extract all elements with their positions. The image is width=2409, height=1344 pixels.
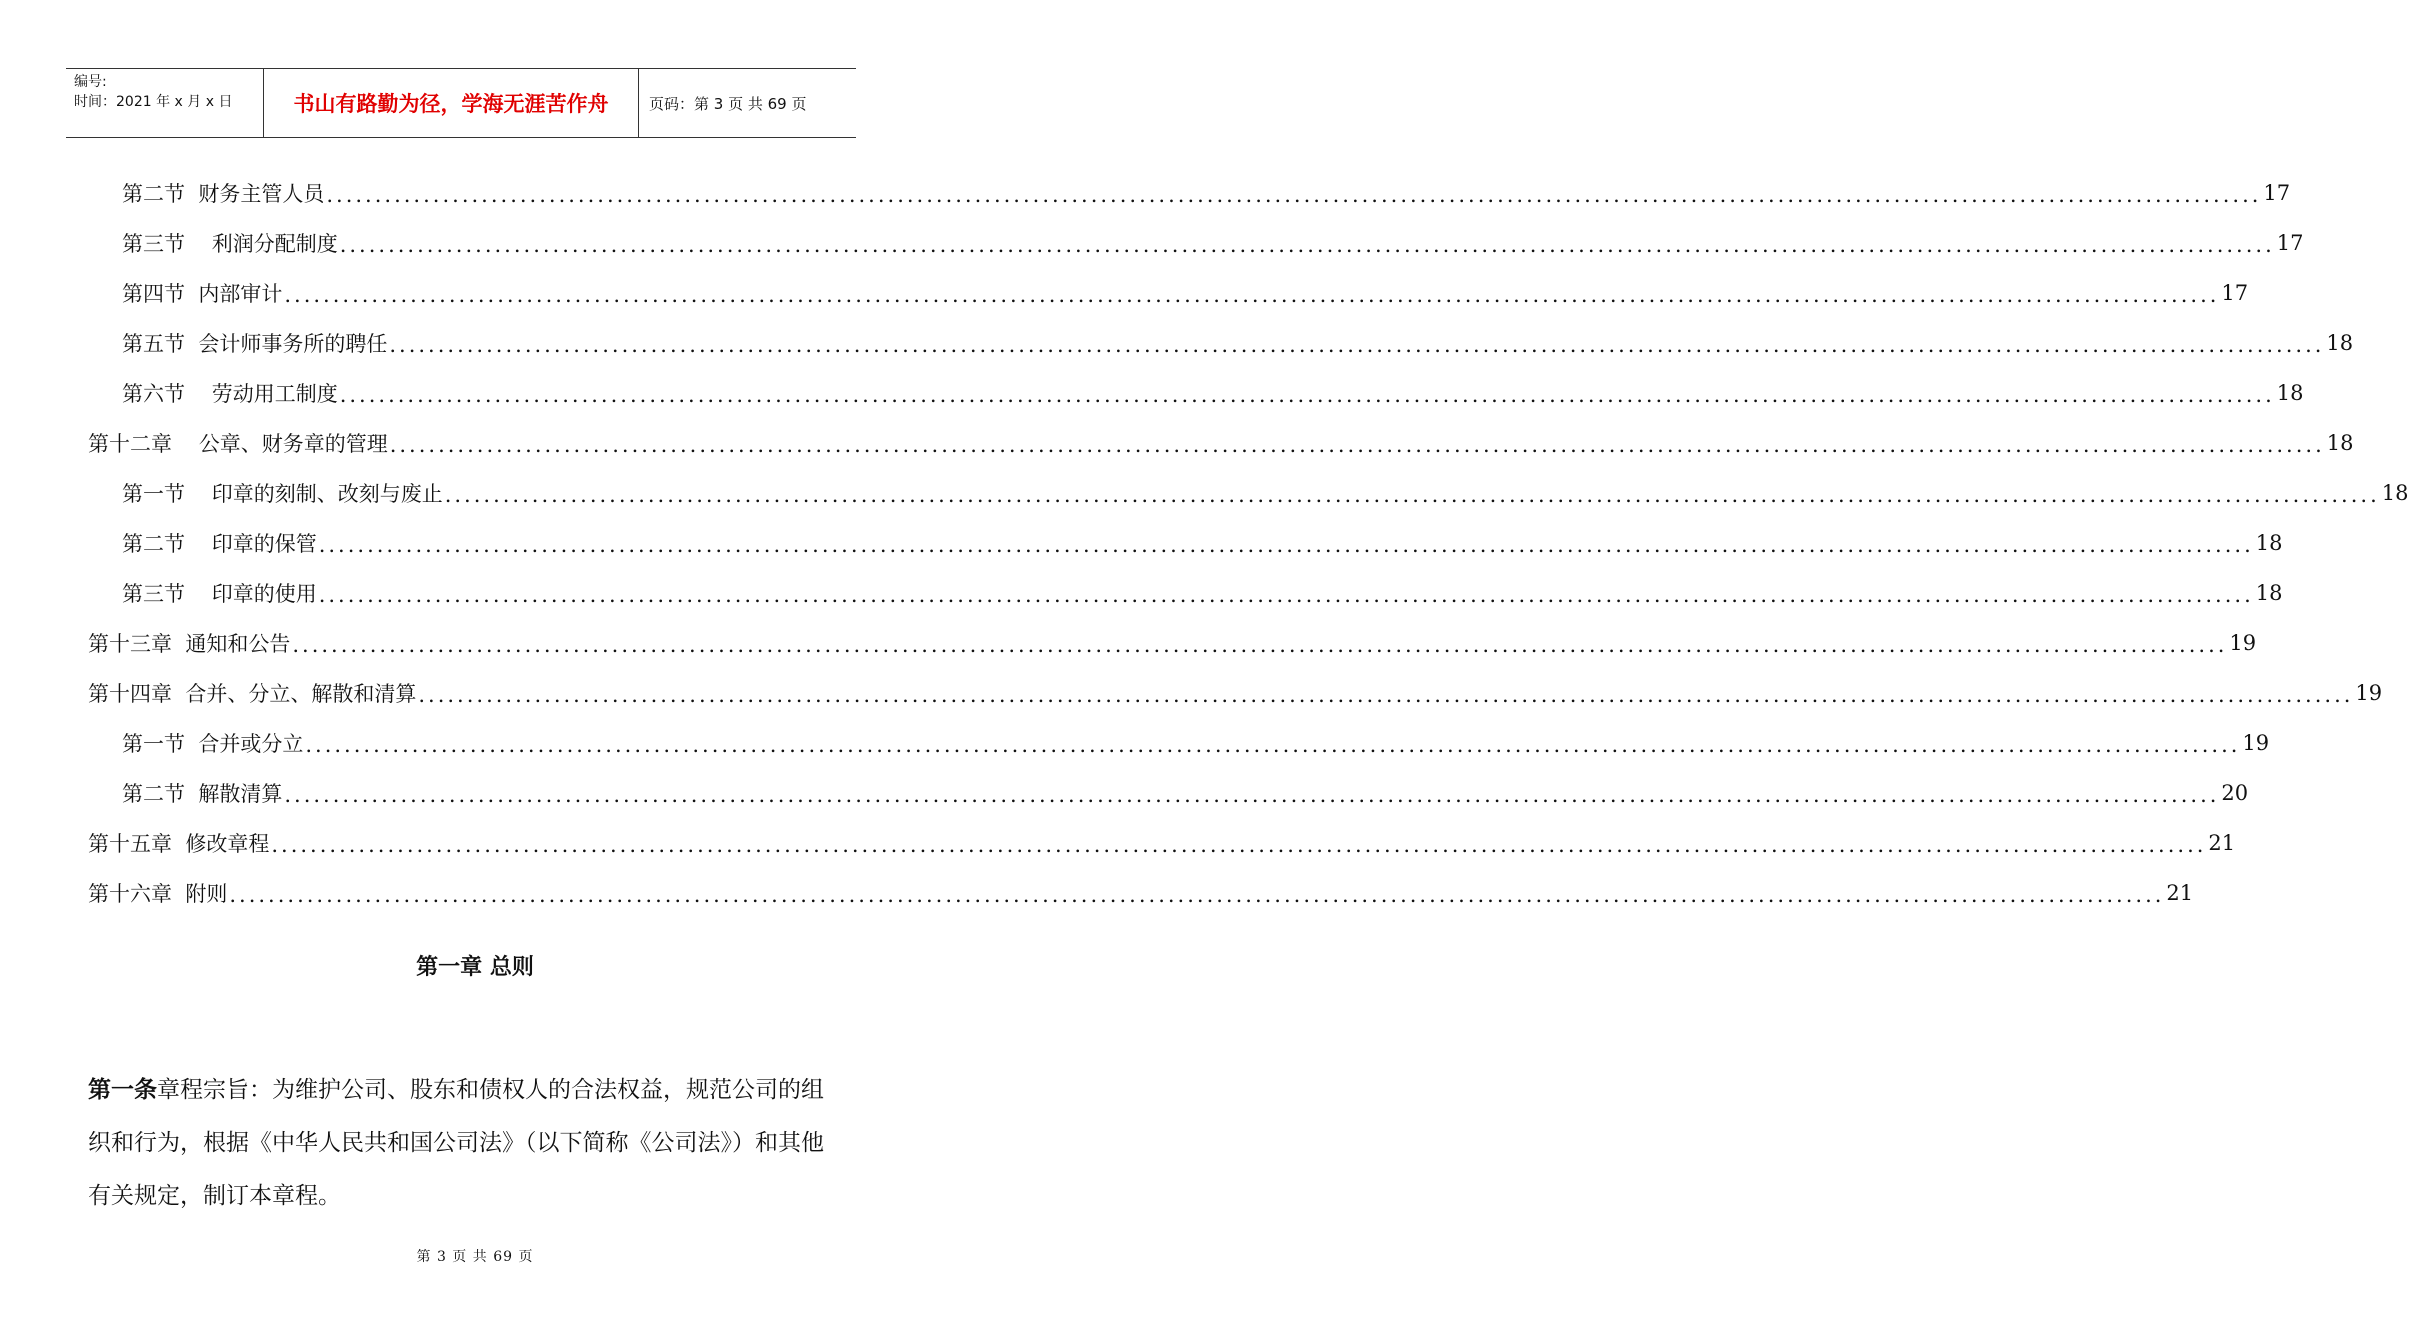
- toc-dot-leader: ........................................................................................................................................................................................................: [418, 682, 2354, 707]
- toc-entry-label: 第四节 内部审计: [122, 282, 283, 306]
- toc-entry[interactable]: [0, 768, 2249, 818]
- toc-entry-label: 第二节 财务主管人员: [122, 182, 325, 206]
- toc-entry-label: 第三节 印章的使用: [122, 582, 317, 606]
- article-number: 第一条: [88, 1077, 157, 1103]
- toc-entry-page: 17: [2276, 231, 2304, 255]
- toc-entry-page: 18: [2276, 381, 2304, 405]
- page-header: [66, 68, 856, 138]
- toc-entry[interactable]: [0, 218, 2304, 268]
- toc-entry-page: 18: [2255, 531, 2283, 555]
- toc-dot-leader: ........................................................................................................................................................................................................: [326, 182, 2262, 207]
- page-footer: 第 3 页 共 69 页: [416, 1249, 534, 1265]
- toc-entry-label: 第十二章 公章、财务章的管理: [88, 432, 388, 456]
- toc-entry-page: 17: [2221, 281, 2249, 305]
- toc-entry[interactable]: [0, 818, 2236, 868]
- article-text: 章程宗旨：为维护公司、股东和债权人的合法权益，规范公司的组织和行为，根据《中华人民共和国公司法》（以下简称《公司法》）和其他有关规定，制订本章程。: [88, 1077, 824, 1209]
- toc-entry-page: 19: [2229, 631, 2257, 655]
- toc-dot-leader: ........................................................................................................................................................................................................: [444, 482, 2380, 507]
- toc-entry-page: 19: [2242, 731, 2270, 755]
- toc-entry-label: 第五节 会计师事务所的聘任: [122, 332, 388, 356]
- toc-entry-label: 第十六章 附则: [88, 882, 228, 906]
- toc-dot-leader: ........................................................................................................................................................................................................: [389, 332, 2325, 357]
- toc-dot-leader: ........................................................................................................................................................................................................: [284, 782, 2220, 807]
- toc-entry[interactable]: [0, 368, 2304, 418]
- header-page-info: 页码：第 3 页 共 69 页: [649, 94, 807, 113]
- toc-dot-leader: ........................................................................................................................................................................................................: [339, 232, 2275, 257]
- toc-dot-leader: ........................................................................................................................................................................................................: [284, 282, 2220, 307]
- toc-entry-page: 18: [2326, 331, 2354, 355]
- toc-entry-label: 第二节 解散清算: [122, 782, 283, 806]
- article-paragraph: [88, 1064, 836, 1223]
- toc-entry[interactable]: [0, 718, 2270, 768]
- toc-entry-label: 第十五章 修改章程: [88, 832, 270, 856]
- table-of-contents: [0, 168, 2409, 918]
- toc-entry-page: 19: [2355, 681, 2383, 705]
- toc-entry-label: 第十四章 合并、分立、解散和清算: [88, 682, 417, 706]
- toc-entry-page: 18: [2255, 581, 2283, 605]
- toc-entry-page: 18: [2326, 431, 2354, 455]
- toc-dot-leader: ........................................................................................................................................................................................................: [318, 582, 2254, 607]
- toc-entry[interactable]: [0, 668, 2383, 718]
- toc-entry-page: 20: [2221, 781, 2249, 805]
- toc-entry-label: 第一节 印章的刻制、改刻与废止: [122, 482, 443, 506]
- toc-entry-label: 第六节 劳动用工制度: [122, 382, 338, 406]
- toc-entry-page: 21: [2166, 881, 2194, 905]
- toc-entry[interactable]: [0, 518, 2283, 568]
- document-time-label: 时间：2021 年 x 月 x 日: [74, 94, 233, 110]
- toc-entry-page: 21: [2208, 831, 2236, 855]
- toc-entry-label: 第二节 印章的保管: [122, 532, 317, 556]
- toc-entry[interactable]: [0, 268, 2249, 318]
- toc-dot-leader: ........................................................................................................................................................................................................: [229, 882, 2165, 907]
- toc-dot-leader: ........................................................................................................................................................................................................: [318, 532, 2254, 557]
- toc-dot-leader: ........................................................................................................................................................................................................: [271, 832, 2207, 857]
- toc-entry[interactable]: [0, 618, 2257, 668]
- toc-entry[interactable]: [0, 868, 2194, 918]
- toc-dot-leader: ........................................................................................................................................................................................................: [339, 382, 2275, 407]
- toc-entry[interactable]: [0, 168, 2291, 218]
- toc-dot-leader: ........................................................................................................................................................................................................: [389, 432, 2325, 457]
- toc-dot-leader: ........................................................................................................................................................................................................: [305, 732, 2241, 757]
- document-number-label: 编号:: [74, 74, 107, 90]
- toc-entry[interactable]: [0, 568, 2283, 618]
- toc-entry-page: 18: [2381, 481, 2409, 505]
- toc-entry-page: 17: [2263, 181, 2291, 205]
- toc-entry[interactable]: [0, 468, 2409, 518]
- toc-entry[interactable]: [0, 318, 2354, 368]
- toc-entry-label: 第三节 利润分配制度: [122, 232, 338, 256]
- toc-entry-label: 第十三章 通知和公告: [88, 632, 291, 656]
- header-meta: [66, 69, 264, 137]
- toc-dot-leader: ........................................................................................................................................................................................................: [292, 632, 2228, 657]
- toc-entry[interactable]: [0, 418, 2354, 468]
- toc-entry-label: 第一节 合并或分立: [122, 732, 304, 756]
- chapter-heading: 第一章 总则: [416, 955, 534, 980]
- header-motto: 书山有路勤为径，学海无涯苦作舟: [264, 69, 639, 137]
